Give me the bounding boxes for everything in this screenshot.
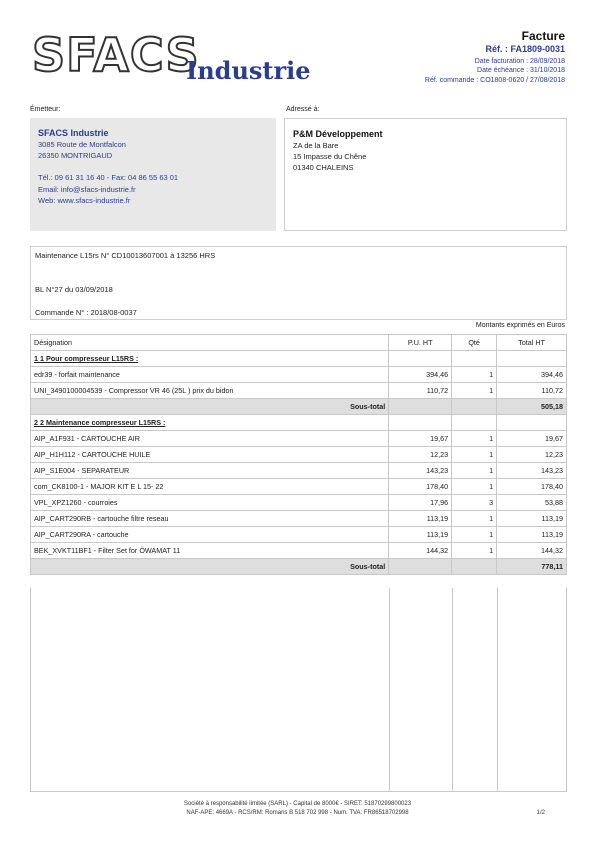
subtotal-row: [31, 559, 567, 575]
recipient-box: [284, 118, 567, 231]
line-qty: 1: [452, 447, 497, 463]
line-designation: VPL_XPZ1260 - courroies: [31, 495, 389, 511]
line-qty: 1: [452, 463, 497, 479]
emitter-name: SFACS Industrie: [38, 128, 109, 138]
table-row: [31, 463, 567, 479]
line-total: 19,67: [497, 431, 567, 447]
line-qty: 3: [452, 495, 497, 511]
logo-brand: SFACS: [32, 28, 200, 82]
line-designation: edr39 - forfait maintenance: [31, 367, 389, 383]
table-row: [31, 495, 567, 511]
line-pu: 143,23: [389, 463, 452, 479]
table-row: [31, 543, 567, 559]
footer-legal-line2: NAF-APE: 4669A - RCS/RM: Romans B 518 702 998 - Num. TVA: FR86518702998: [186, 810, 409, 816]
line-total: 113,19: [497, 527, 567, 543]
table-row: [31, 479, 567, 495]
line-pu: 19,67: [389, 431, 452, 447]
line-total: 178,40: [497, 479, 567, 495]
emitter-web: Web: www.sfacs-industrie.fr: [38, 195, 131, 205]
column-divider: [389, 588, 390, 791]
recipient-address1: ZA de la Bare: [293, 141, 339, 150]
invoice-date: Date facturation : 28/09/2018: [474, 58, 565, 65]
invoice-title: Facture: [521, 29, 565, 43]
line-designation: AIP_CART290RA - cartouche: [31, 527, 389, 543]
line-designation: AIP_CART290RB - cartouche filtre reseau: [31, 511, 389, 527]
line-pu: 12,23: [389, 447, 452, 463]
line-qty: 1: [452, 527, 497, 543]
emitter-email: Email: info@sfacs-industrie.fr: [38, 184, 136, 194]
recipient-address2: 15 Impasse du Chêne: [293, 152, 367, 162]
invoice-ref: Réf. : FA1809-0031: [485, 44, 565, 54]
line-qty: 1: [452, 511, 497, 527]
section-title-row: [31, 415, 567, 431]
currency-note: Montants exprimés en Euros: [475, 322, 565, 329]
line-qty: 1: [452, 431, 497, 447]
recipient-label: Adressé à:: [286, 106, 320, 113]
table-row: [31, 527, 567, 543]
invoice-lines-table: [30, 334, 567, 575]
line-total: 110,72: [497, 383, 567, 399]
due-date: Date échéance : 31/10/2018: [477, 67, 565, 74]
footer-legal-line1: Société à responsabilité limitée (SARL) - Capital de 8000€ - SIRET: 51870299800023: [183, 801, 412, 807]
line-pu: 113,19: [389, 511, 452, 527]
line-designation: UNI_3490100004539 - Compressor VR 46 (25L ) prix du bidon: [31, 383, 389, 399]
table-row: [31, 383, 567, 399]
subtotal-label: Sous-total: [31, 559, 389, 575]
table-row: [31, 431, 567, 447]
line-total: 53,88: [497, 495, 567, 511]
recipient-address3: 01340 CHALEINS: [293, 163, 354, 173]
line-pu: 17,96: [389, 495, 452, 511]
table-row: [31, 511, 567, 527]
table-row: [31, 367, 567, 383]
line-designation: com_CK8100-1 - MAJOR KIT E L 15- 22: [31, 479, 389, 495]
header-designation: Désignation: [31, 335, 389, 351]
line-designation: BEK_XVKT11BF1 - Filter Set for ÖWAMAT 11: [31, 543, 389, 559]
table-empty-area: [30, 588, 567, 792]
emitter-address1: 3085 Route de Montfalcon: [38, 140, 126, 149]
order-number: Commande N° : 2018/08-0037: [35, 308, 137, 317]
column-divider: [452, 588, 453, 791]
emitter-box: [30, 118, 276, 231]
line-total: 12,23: [497, 447, 567, 463]
column-divider: [497, 588, 498, 791]
line-pu: 110,72: [389, 383, 452, 399]
page-number: 1/2: [536, 810, 545, 816]
logo-suffix: Industrie: [186, 56, 311, 85]
subtotal-label: Sous-total: [31, 399, 389, 415]
line-pu: 178,40: [389, 479, 452, 495]
maintenance-note: Maintenance L15rs N° CD10013607001 à 13256 HRS: [35, 251, 216, 260]
line-qty: 1: [452, 367, 497, 383]
line-qty: 1: [452, 479, 497, 495]
line-designation: AIP_A1F931 - CARTOUCHE AIR: [31, 431, 389, 447]
line-qty: 1: [452, 543, 497, 559]
table-header: [31, 335, 567, 351]
header-pu: P.U. HT: [389, 335, 452, 351]
recipient-name: P&M Développement: [293, 129, 383, 139]
subtotal-row: [31, 399, 567, 415]
line-pu: 144,32: [389, 543, 452, 559]
bl-note: BL N°27 du 03/09/2018: [35, 285, 113, 294]
line-total: 394,46: [497, 367, 567, 383]
line-total: 113,19: [497, 511, 567, 527]
line-pu: 113,19: [389, 527, 452, 543]
order-ref: Réf. commande : CO1808-0620 / 27/08/2018: [424, 77, 565, 84]
section-title-row: [31, 351, 567, 367]
subtotal-value: 778,11: [497, 559, 567, 575]
section-title: 1 1 Pour compresseur L15RS :: [31, 351, 389, 367]
line-qty: 1: [452, 383, 497, 399]
emitter-phone: Tél.: 09 61 31 16 40 - Fax: 04 86 55 63 01: [38, 173, 179, 183]
header-total: Total HT: [497, 335, 567, 351]
line-total: 143,23: [497, 463, 567, 479]
emitter-label: Émetteur:: [30, 106, 61, 113]
info-box: [30, 246, 567, 320]
line-designation: AIP_H1H112 - CARTOUCHE HUILE: [31, 447, 389, 463]
subtotal-value: 505,18: [497, 399, 567, 415]
section-title: 2 2 Maintenance compresseur L15RS :: [31, 415, 389, 431]
line-pu: 394,46: [389, 367, 452, 383]
table-row: [31, 447, 567, 463]
emitter-address2: 26350 MONTRIGAUD: [38, 151, 113, 161]
header-qty: Qté: [452, 335, 497, 351]
line-total: 144,32: [497, 543, 567, 559]
line-designation: AIP_S1E004 - SEPARATEUR: [31, 463, 389, 479]
